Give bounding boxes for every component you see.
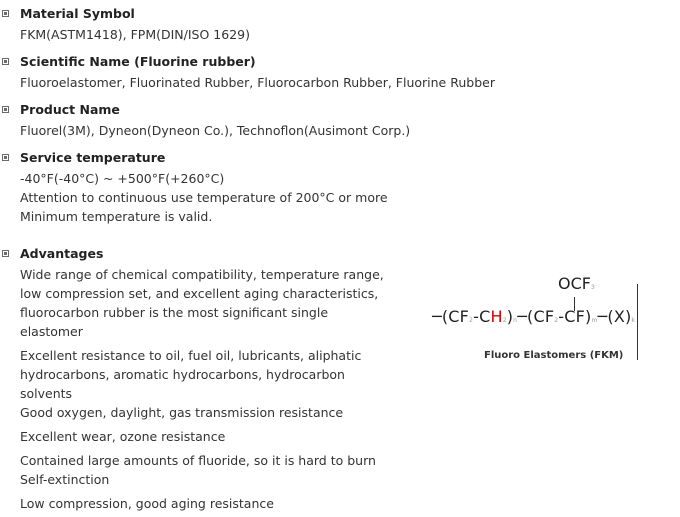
section-title: Scientific Name (Fluorine rubber) — [20, 54, 256, 69]
text-line: Excellent wear, ozone resistance — [20, 429, 226, 444]
unit1: ─(CF2-CH2)n — [432, 307, 518, 326]
text-line: Attention to continuous use temperature of 200°C or more — [20, 190, 388, 205]
text-line: -40°F(-40°C) ~ +500°F(+260°C) — [20, 171, 225, 186]
side-group-label: OCF3 — [558, 274, 595, 293]
text-line: Self-extinction — [20, 472, 110, 487]
text-line: Contained large amounts of fluoride, so it is hard to burn — [20, 453, 376, 468]
square-bullet-icon — [2, 250, 9, 257]
square-bullet-icon — [2, 154, 9, 161]
text-line: low compression set, and excellent aging characteristics, — [20, 286, 379, 301]
text-line: Fluorel(3M), Dyneon(Dyneon Co.), Technoflon(Ausimont Corp.) — [20, 123, 411, 138]
polymer-bracket-line — [637, 284, 638, 360]
text-line: elastomer — [20, 324, 83, 339]
text-line: Minimum temperature is valid. — [20, 209, 213, 224]
square-bullet-icon — [2, 106, 9, 113]
square-bullet-icon — [2, 58, 9, 65]
section-title: Advantages — [20, 246, 104, 261]
unit2: (CF2-CF)m — [527, 307, 598, 326]
text-line: Fluoroelastomer, Fluorinated Rubber, Fluorocarbon Rubber, Fluorine Rubber — [20, 75, 495, 90]
text-line: FKM(ASTM1418), FPM(DIN/ISO 1629) — [20, 27, 250, 42]
text-line: Wide range of chemical compatibility, temperature range, — [20, 267, 384, 282]
figure-caption: Fluoro Elastomers (FKM) — [484, 350, 624, 361]
section-title: Product Name — [20, 102, 120, 117]
text-line: Excellent resistance to oil, fuel oil, lubricants, aliphatic — [20, 348, 362, 363]
text-line: solvents — [20, 386, 73, 401]
section-title: Material Symbol — [20, 6, 135, 21]
unit3: (X)k — [607, 307, 636, 326]
section-title: Service temperature — [20, 150, 166, 165]
polymer-chain: ─(CF2-CH2)n─(CF2-CF)m─(X)k — [432, 307, 636, 326]
text-line: Low compression, good aging resistance — [20, 496, 274, 511]
text-line: hydrocarbons, aromatic hydrocarbons, hydrocarbon — [20, 367, 345, 382]
text-line: fluorocarbon rubber is the most significant single — [20, 305, 329, 320]
text-line: Good oxygen, daylight, gas transmission resistance — [20, 405, 344, 420]
square-bullet-icon — [2, 10, 9, 17]
fkm-structure-figure — [426, 264, 676, 374]
